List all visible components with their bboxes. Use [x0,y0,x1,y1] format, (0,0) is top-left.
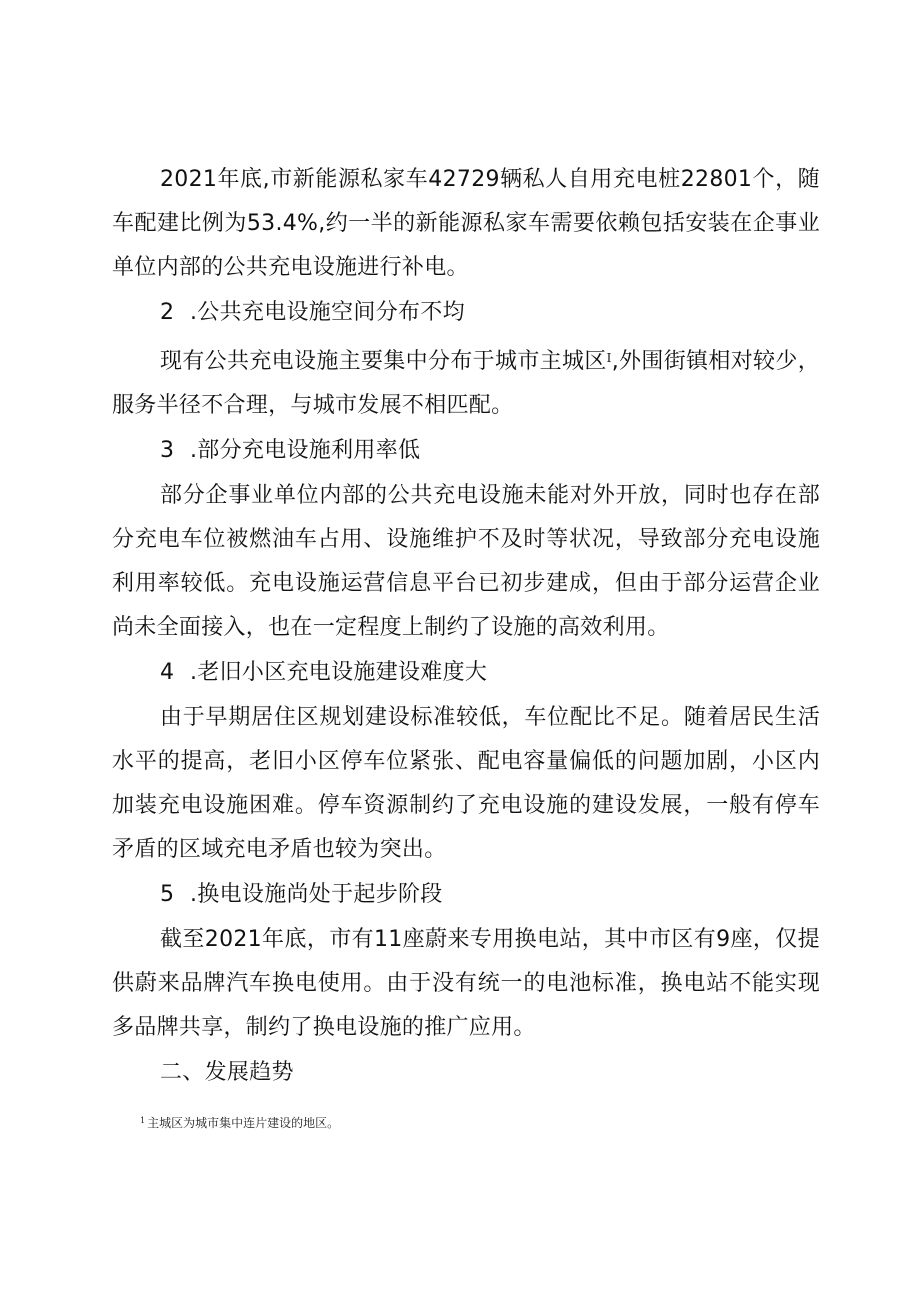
heading-text: .换电设施尚处于起步阶段 [190,882,443,907]
footnote [140,1112,339,1132]
paragraph-old-communities: 由于早期居住区规划建设标准较低，车位配比不足。随着居民生活水平的提高，老旧小区停车位紧张、配电容量偏低的问题加剧，小区内加装充电设施困难。停车资源制约了充电设施的建设发展，一般有停车矛盾的区域充电矛盾也较为突出。 [112,705,820,862]
paragraph-charging-ratio: 2021年底,市新能源私家车42729辆私人自用充电桩22801个，随车配建比例为53.4%,约一半的新能源私家车需要依赖包括安装在企事业单位内部的公共充电设施进行补电。 [112,167,820,280]
heading-battery-swap [112,873,820,917]
heading-text: .老旧小区充电设施建设难度大 [190,660,488,685]
footnote-text: 主城区为城市集中连片建设的地区。 [147,1116,340,1130]
paragraph-low-utilization: 部分企事业单位内部的公共充电设施未能对外开放，同时也存在部分充电车位被燃油车占用、设施维护不及时等状况，导致部分充电设施利用率较低。充电设施运营信息平台已初步建成，但由于部分运营企业尚未全面接入，也在一定程度上制约了设施的高效利用。 [112,483,820,640]
heading-old-communities [112,651,820,695]
heading-text: .部分充电设施利用率低 [190,438,421,463]
heading-number: 3 [160,438,175,463]
footnote-reference: I [606,351,612,365]
heading-number: 2 [160,300,175,325]
heading-spatial-distribution [112,291,820,335]
paragraph-spatial-distribution [112,336,820,428]
heading-text: .公共充电设施空间分布不均 [190,300,465,325]
paragraph-text: ,外围街镇相对较少，服务半径不合理，与城市发展不相匹配。 [112,349,820,418]
footnote-marker: 1 [140,1116,146,1125]
heading-number: 4 [160,660,175,685]
document-body [112,158,820,1096]
section-heading-development-trend: 二、发展趋势 [160,1060,294,1085]
heading-number: 5 [160,882,175,907]
heading-low-utilization [112,429,820,473]
paragraph-battery-swap: 截至2021年底，市有11座蔚来专用换电站，其中市区有9座，仅提供蔚来品牌汽车换电使用。由于没有统一的电池标准，换电站不能实现多品牌共享，制约了换电设施的推广应用。 [112,927,820,1040]
paragraph-text: 现有公共充电设施主要集中分布于城市主城区 [160,349,607,374]
